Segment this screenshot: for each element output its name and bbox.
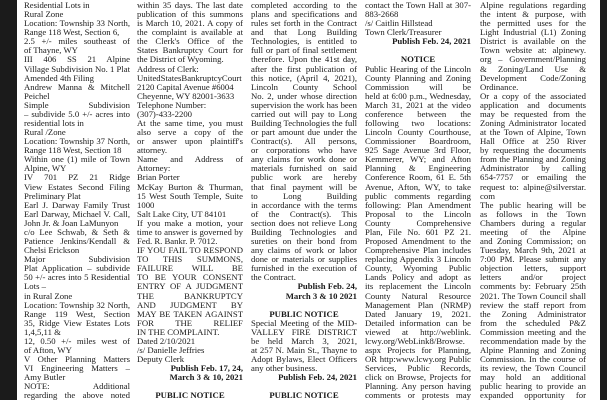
text-line: carried out will pay to Long bbox=[251, 109, 357, 119]
text-line: lcwy.org/WebLink8/Browse. bbox=[365, 336, 465, 346]
text-line: attorney. bbox=[137, 145, 168, 156]
text-line: 12, 0.50 +/- miles west of bbox=[24, 336, 130, 346]
text-line: 2021. The Town Council shall bbox=[480, 291, 586, 301]
text-line: may be requested from the bbox=[480, 109, 586, 119]
text-line: com bbox=[480, 190, 495, 201]
text-line: (307)-433-2200 bbox=[137, 108, 193, 119]
text-line: FAILURE WILL BE bbox=[137, 264, 243, 274]
text-line: contact the Town Hall at 307- bbox=[365, 1, 471, 10]
notice-heading: PUBLIC NOTICE bbox=[155, 390, 225, 400]
text-line: in accordance with the terms bbox=[251, 200, 357, 210]
column-2-bankruptcy-summons bbox=[137, 1, 243, 400]
text-line: 15 West South Temple, Suite bbox=[137, 191, 243, 201]
text-line: OR http:www.lcwy.org Public bbox=[365, 355, 471, 365]
page-edge-right bbox=[600, 0, 607, 400]
text-line: IN THE COMPLAINT. bbox=[137, 326, 220, 337]
text-line: supervision the work has been bbox=[251, 100, 357, 110]
text-line: of the Contract(s). This bbox=[251, 209, 357, 219]
text-line: is March 10, 2021. A copy of bbox=[137, 19, 243, 29]
text-line: AND JUDGMENT BY bbox=[137, 300, 243, 310]
text-line: therefore. Upon the 41st day, bbox=[251, 55, 357, 65]
text-line: Lincoln County School bbox=[251, 82, 357, 92]
text-line: Commissioner Boardroom, bbox=[365, 137, 471, 147]
text-line: Lands Policy and adopt as bbox=[365, 273, 471, 283]
text-line: from the scheduled P&Z bbox=[480, 318, 586, 328]
text-line: Major Subdivision bbox=[24, 255, 130, 265]
column-4-hearing-notice bbox=[365, 1, 471, 400]
text-line: III 406 SS 21 Alpine bbox=[24, 55, 130, 65]
text-line: Services, Public Records, bbox=[365, 364, 471, 374]
text-line: conference between the bbox=[365, 109, 471, 119]
text-line: Kemmerer, WY; and Afton bbox=[365, 155, 471, 165]
text-line: VI Engineering Matters – bbox=[24, 364, 130, 374]
publish-dates: Publish Feb. 24, bbox=[297, 281, 357, 292]
text-line: time to answer is governed by bbox=[137, 227, 243, 237]
text-line: Name and Address of bbox=[137, 155, 243, 165]
text-line: No. 2, under whose direction bbox=[251, 91, 357, 101]
text-line: following: Plan Amendment bbox=[365, 200, 471, 210]
text-line: & Zoning/Land Use & bbox=[480, 64, 586, 74]
text-line: Planning & Engineering bbox=[365, 164, 471, 174]
text-line: the District of Wyoming. bbox=[137, 54, 224, 65]
text-line: IF YOU FAIL TO RESPOND bbox=[137, 246, 243, 256]
text-line: full or part of final settlement bbox=[251, 46, 357, 56]
text-line: Alpine regulations regarding bbox=[480, 1, 586, 10]
text-line: IV 701 PZ 21 Ridge bbox=[24, 173, 130, 183]
text-line: Avenue, Afton, WY, to take bbox=[365, 182, 471, 192]
text-line: the Contract. bbox=[251, 272, 296, 283]
text-line: or corporations who have bbox=[251, 146, 357, 156]
text-line: VALLEY FIRE DISTRICT bbox=[251, 327, 357, 337]
column-3-settlement-notice bbox=[251, 1, 357, 400]
text-line: Plat Application – subdivide bbox=[24, 264, 130, 274]
text-line: Earl J. Darway Family Trust bbox=[24, 200, 130, 210]
text-line: Salt Lake City, UT 84101 bbox=[137, 208, 227, 219]
text-line: Or a copy of the associated bbox=[480, 91, 586, 101]
text-line: Brian Porter bbox=[137, 172, 180, 183]
text-line: publication of this summons bbox=[137, 10, 243, 20]
text-line: County Comprehensive bbox=[365, 218, 471, 228]
text-line: V Other Planning Matters bbox=[24, 355, 130, 365]
text-line: 50 +/- acres into 5 Residential bbox=[24, 273, 130, 283]
text-line: John Jr. & Joan LaMunyon bbox=[24, 217, 119, 228]
text-line: March 31, 2021 at the video bbox=[365, 100, 471, 110]
text-line: Dated 2/10/2021 bbox=[137, 335, 196, 346]
text-line: Commission will be bbox=[365, 82, 471, 92]
text-line: the Zoning Administrator bbox=[480, 309, 586, 319]
text-line: any other business. bbox=[251, 363, 318, 374]
text-line: to Long Building bbox=[251, 191, 357, 201]
text-line: Public Hearing of the Lincoln bbox=[365, 64, 471, 74]
text-line: Chelsi Erickson bbox=[24, 245, 80, 256]
text-line: letters and/or project bbox=[480, 273, 586, 283]
text-line: public comments regarding bbox=[365, 191, 471, 201]
text-line: be held March 3, 2021, bbox=[251, 336, 357, 346]
text-line: Development Code/Zoning bbox=[480, 73, 586, 83]
text-line: View Estates Second Filing bbox=[24, 182, 130, 192]
text-line: of Afton, WY bbox=[24, 344, 72, 355]
text-line: public work are hereby bbox=[251, 173, 357, 183]
text-line: Residential Lots in bbox=[24, 0, 90, 10]
text-line: regarding the above noted bbox=[24, 391, 130, 400]
text-line: 654-7757 or emailing the bbox=[480, 173, 586, 183]
text-line: Town Clerk/Treasurer bbox=[365, 27, 442, 38]
text-line: the complaint is available at bbox=[137, 28, 243, 38]
text-line: Location: Township 32 North, bbox=[24, 300, 130, 310]
text-line: 2120 Capital Avenue #6004 bbox=[137, 81, 234, 92]
text-line: The public hearing will be bbox=[480, 200, 586, 210]
text-line: Proposed Amendment to the bbox=[365, 237, 471, 247]
text-line: Patience Jenkins/Kendall & bbox=[24, 237, 130, 247]
text-line: County Planning and Zoning bbox=[365, 73, 471, 83]
text-line: TO BE YOUR CONSENT bbox=[137, 273, 243, 283]
text-line: 883-2668 bbox=[365, 9, 399, 20]
text-line: Alpine, WY bbox=[24, 163, 67, 174]
text-line: Hall Office at 250 River bbox=[480, 137, 586, 147]
page-edge-left bbox=[0, 0, 17, 400]
text-line: UnitedStatesBankruptcyCourt bbox=[137, 72, 242, 83]
text-line: Range 119 West, Section bbox=[24, 309, 130, 319]
text-line: Andrew Manna & Mitchell bbox=[24, 82, 130, 92]
text-line: – subdivide 5.0 +/- acres into bbox=[24, 109, 130, 119]
text-line: section does not relieve Long bbox=[251, 218, 357, 228]
text-line: expanded opportunity for bbox=[480, 391, 586, 400]
text-line: furnished in the execution of bbox=[251, 264, 357, 274]
text-line: Detailed information can be bbox=[365, 318, 471, 328]
text-line: org – Government/Planning bbox=[480, 55, 586, 65]
text-line: Management Plan (NRMP) bbox=[365, 300, 471, 310]
text-line: Village Subdivision No. 1 Plat bbox=[24, 64, 130, 74]
text-line: Lots – bbox=[24, 281, 46, 292]
text-line: or answer upon plaintiff's bbox=[137, 137, 243, 147]
publish-dates: Publish Feb. 17, 24, bbox=[170, 363, 243, 374]
text-line: comments or protests may bbox=[365, 391, 471, 400]
text-line: plans and specifications and bbox=[251, 10, 357, 20]
text-line: Peichel bbox=[24, 90, 50, 101]
text-line: Fed. R. Bankr. P. 7012. bbox=[137, 236, 218, 247]
publish-dates: March 3 & 10, 2021 bbox=[169, 372, 243, 383]
text-line: meeting of the Alpine bbox=[480, 227, 586, 237]
text-line: Special Meeting of the MID- bbox=[251, 318, 357, 328]
text-line: Planning. Any person having bbox=[365, 382, 471, 392]
text-line: Contract(s). All persons, bbox=[251, 137, 357, 147]
text-line: Technologies, is entitled to bbox=[251, 37, 357, 47]
text-line: rules set forth in the Contract bbox=[251, 19, 357, 29]
text-line: Cheyenne, WY 82001-3633 bbox=[137, 90, 235, 101]
text-line: Comprehensive Plan includes bbox=[365, 246, 471, 256]
text-line: 2.5 +/- miles southeast of bbox=[24, 37, 130, 47]
text-line: click on Browse, Projects for bbox=[365, 373, 471, 383]
text-line: this notice, (April 4, 2021), bbox=[251, 73, 357, 83]
text-line: review the staff report from bbox=[480, 300, 586, 310]
text-line: Earl Darway, Michael V. Call, bbox=[24, 209, 130, 219]
text-line: recommendation made by the bbox=[480, 336, 586, 346]
text-line: ENTRY OF A JUDGMENT bbox=[137, 282, 243, 292]
text-line: also serve a copy of the bbox=[137, 128, 243, 138]
publish-dates: March 3 & 10 2021 bbox=[285, 290, 357, 301]
text-line: its replacement the Lincoln bbox=[365, 282, 471, 292]
text-line: or part amount due under the bbox=[251, 128, 357, 138]
text-line: Tuesday, March 9th, 2021 at bbox=[480, 246, 586, 256]
text-line: THE BANKRUPTCY bbox=[137, 291, 243, 301]
publish-dates: Publish Feb. 24, 2021 bbox=[278, 372, 357, 383]
text-line: c/o Lee Schwab, & Seth & bbox=[24, 227, 130, 237]
text-line: Commission meeting and the bbox=[480, 327, 586, 337]
text-line: viewed at http://weblink. bbox=[365, 327, 471, 337]
text-line: Plan, File No. 601 PZ 21. bbox=[365, 227, 471, 237]
text-line: the Clerk's Office of the bbox=[137, 37, 243, 47]
text-line: Within one (1) mile of Town bbox=[24, 155, 130, 165]
text-line: States Bankruptcy Court for bbox=[137, 46, 243, 56]
text-line: from the Planning and Zoning bbox=[480, 155, 586, 165]
text-line: and Zoning Commission; on bbox=[480, 237, 586, 247]
text-line: Proposal to the Lincoln bbox=[365, 209, 471, 219]
notice-heading: PUBLIC NOTICE bbox=[269, 390, 339, 400]
column-5-alpine-zoning-notice bbox=[480, 1, 586, 400]
text-line: Amended 4th Filing bbox=[24, 72, 94, 83]
text-line: Telephone Number: bbox=[137, 99, 207, 110]
text-line: FOR THE RELIEF bbox=[137, 318, 243, 328]
text-line: County Natural Resource bbox=[365, 291, 471, 301]
text-line: /s/ Caitlin Hillstead bbox=[365, 18, 433, 29]
text-line: that final payment will be bbox=[251, 182, 357, 192]
text-line: Light Industrial (L1) Zoning bbox=[480, 28, 586, 38]
text-line: Town website at: alpinewy. bbox=[480, 46, 586, 56]
text-line: public hearing to provide an bbox=[480, 382, 586, 392]
text-line: at the Town of Alpine, Town bbox=[480, 128, 586, 138]
text-line: Building Technologies and bbox=[251, 227, 357, 237]
text-line: Amy Butler bbox=[24, 372, 66, 383]
text-line: request to: alpine@silverstar. bbox=[480, 182, 586, 192]
text-line: materials furnished on said bbox=[251, 164, 357, 174]
text-line: done or materials or supplies bbox=[251, 255, 357, 265]
text-line: Conference Room, 61 E. 5th bbox=[365, 173, 471, 183]
text-line: TO THIS SUMMONS, bbox=[137, 255, 243, 265]
text-line: its review, the Town Council bbox=[480, 364, 586, 374]
text-line: Building Technologies the full bbox=[251, 119, 357, 129]
text-line: residential lots in bbox=[24, 118, 84, 129]
text-line: Adopt Bylaws, Elect Officers bbox=[251, 355, 357, 365]
text-line: replacing Appendix 3 Lincoln bbox=[365, 255, 471, 265]
text-line: as follows in the Town bbox=[480, 209, 586, 219]
text-line: 1,4,5,11 & bbox=[24, 326, 61, 337]
text-line: Commission. In the course of bbox=[480, 355, 586, 365]
text-line: aspx Projects for Planning, bbox=[365, 345, 471, 355]
text-line: completed according to the bbox=[251, 1, 357, 10]
text-line: Administrator by calling bbox=[480, 164, 586, 174]
text-line: 925 Sage Avenue 3rd Floor, bbox=[365, 146, 471, 156]
text-line: 1000 bbox=[137, 199, 155, 210]
text-line: the permitted uses for the bbox=[480, 19, 586, 29]
text-line: and that Long Building bbox=[251, 28, 357, 38]
text-line: Range 118 West, Section 6, bbox=[24, 27, 120, 38]
text-line: Location: Township 33 North, bbox=[24, 19, 130, 29]
text-line: Preliminary Plat bbox=[24, 190, 81, 201]
text-line: Chambers during a regular bbox=[480, 218, 586, 228]
text-line: within 35 days. The last date bbox=[137, 1, 243, 10]
text-line: Dated January 19, 2021. bbox=[365, 309, 471, 319]
text-line: any claims of work or labor bbox=[251, 246, 357, 256]
text-line: of Thayne, WY bbox=[24, 45, 78, 56]
text-line: sureties on their bond from bbox=[251, 237, 357, 247]
text-line: held at 6:00 p.m., Wednesday, bbox=[365, 91, 471, 101]
text-line: If you make a motion, your bbox=[137, 218, 243, 228]
text-line: At the same time, you must bbox=[137, 119, 243, 129]
text-line: McKay Burton & Thurman, bbox=[137, 182, 243, 192]
text-line: Range 118 West, Section 18 bbox=[24, 145, 122, 156]
publish-dates: Publish Feb. 24, 2021 bbox=[392, 36, 471, 47]
text-line: at 257 N. Main St., Thayne to bbox=[251, 345, 357, 355]
notice-heading: PUBLIC NOTICE bbox=[269, 308, 339, 319]
text-line: after the first publication of bbox=[251, 64, 357, 74]
text-line: in Rural Zone bbox=[24, 290, 73, 301]
text-line: any claims for work done or bbox=[251, 155, 357, 165]
text-line: Address of Clerk: bbox=[137, 63, 199, 74]
text-line: Rural /Zone bbox=[24, 127, 66, 138]
text-line: Zoning Administrator located bbox=[480, 119, 586, 129]
notice-heading: NOTICE bbox=[400, 54, 436, 65]
text-line: County, Wyoming Public bbox=[365, 264, 471, 274]
text-line: may hold an additional bbox=[480, 373, 586, 383]
text-line: the intent & purpose, with bbox=[480, 10, 586, 20]
text-line: Rural Zone bbox=[24, 9, 64, 20]
text-line: application and documents bbox=[480, 100, 586, 110]
text-line: comments by: February 25th bbox=[480, 282, 586, 292]
text-line: Location: Township 37 North, bbox=[24, 137, 130, 147]
text-line: Deputy Clerk bbox=[137, 354, 185, 365]
text-line: Attorney: bbox=[137, 163, 171, 174]
text-line: objection letters, support bbox=[480, 264, 586, 274]
text-line: District is available on the bbox=[480, 37, 586, 47]
text-line: Simple Subdivision bbox=[24, 100, 130, 110]
column-1-planning-agenda bbox=[24, 1, 130, 400]
text-line: by requesting the documents bbox=[480, 146, 586, 156]
text-line: MAY BE TAKEN AGAINST bbox=[137, 309, 243, 319]
text-line: Ordinance. bbox=[480, 81, 519, 92]
text-line: /s/ Danielle Jeffries bbox=[137, 344, 205, 355]
text-line: following two locations: bbox=[365, 119, 471, 129]
text-line: NOTE: Additional bbox=[24, 382, 130, 392]
text-line: 7:00 PM. Please submit any bbox=[480, 255, 586, 265]
text-line: Alpine Planning and Zoning bbox=[480, 345, 586, 355]
text-line: 35, Ridge View Estates Lots bbox=[24, 318, 130, 328]
text-line: Lincoln County Courthouse, bbox=[365, 128, 471, 138]
